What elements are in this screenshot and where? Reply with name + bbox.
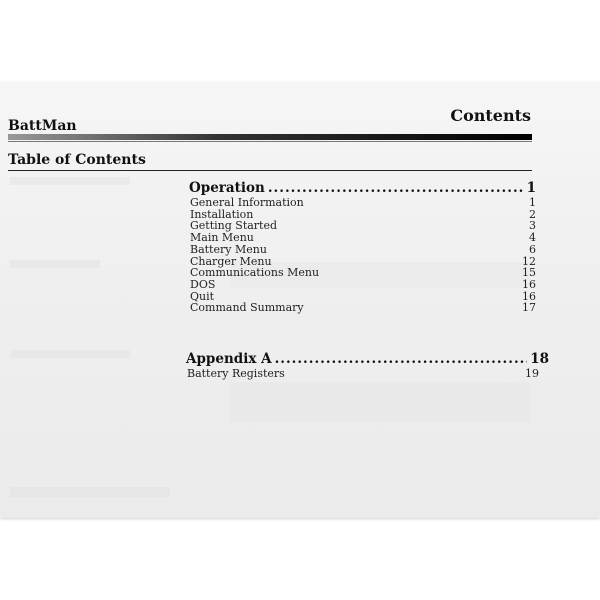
entry-label: Battery Registers <box>187 367 285 380</box>
toc-section-heading <box>186 351 549 367</box>
toc-section-operation <box>189 180 536 314</box>
toc-entry <box>190 302 536 314</box>
entry-label: General Information <box>190 196 304 209</box>
toc-entry-list <box>189 197 536 314</box>
toc-entry <box>190 267 536 279</box>
show-through-smudge <box>10 350 130 358</box>
entry-label: Charger Menu <box>190 254 272 268</box>
toc-section-appendix-a <box>186 351 549 380</box>
document-name: BattMan <box>8 118 77 134</box>
entry-label: Main Menu <box>190 231 254 245</box>
entry-page: 3 <box>529 219 536 233</box>
section-page: 18 <box>530 351 549 367</box>
entry-page: 16 <box>522 289 536 303</box>
dot-leader <box>275 351 528 367</box>
document-page <box>0 82 600 518</box>
entry-label: Communications Menu <box>190 266 320 280</box>
entry-page: 19 <box>525 367 539 380</box>
show-through-smudge <box>10 177 130 185</box>
section-title: Operation <box>189 180 265 196</box>
entry-page: 16 <box>522 277 536 291</box>
entry-page: 12 <box>522 254 536 268</box>
entry-page: 2 <box>529 207 536 221</box>
toc-entry-list <box>186 368 549 380</box>
entry-page: 4 <box>529 231 536 245</box>
entry-label: Command Summary <box>190 301 304 315</box>
toc-section-heading <box>189 180 536 196</box>
entry-label: Installation <box>190 207 254 221</box>
entry-label: Battery Menu <box>190 242 267 256</box>
toc-rule <box>8 170 532 171</box>
entry-page: 6 <box>529 242 536 256</box>
toc-heading: Table of Contents <box>8 152 146 168</box>
entry-label: Getting Started <box>190 219 278 233</box>
entry-label: DOS <box>190 277 216 291</box>
dot-leader <box>268 180 524 196</box>
show-through-smudge <box>10 260 100 268</box>
section-page: 1 <box>526 180 536 196</box>
section-title: Appendix A <box>186 351 272 367</box>
entry-page: 17 <box>522 301 536 315</box>
toc-entry <box>190 279 536 291</box>
entry-page: 1 <box>529 196 536 209</box>
entry-label: Quit <box>190 289 215 303</box>
chapter-title: Contents <box>450 106 531 125</box>
toc-entry <box>190 244 536 256</box>
toc-entry <box>187 368 549 380</box>
show-through-smudge <box>10 487 170 497</box>
header-rule-thick <box>8 134 532 140</box>
toc-entry <box>190 197 536 209</box>
header-rule-thin <box>8 141 532 142</box>
show-through-smudge <box>230 382 530 422</box>
entry-page: 15 <box>522 266 536 280</box>
